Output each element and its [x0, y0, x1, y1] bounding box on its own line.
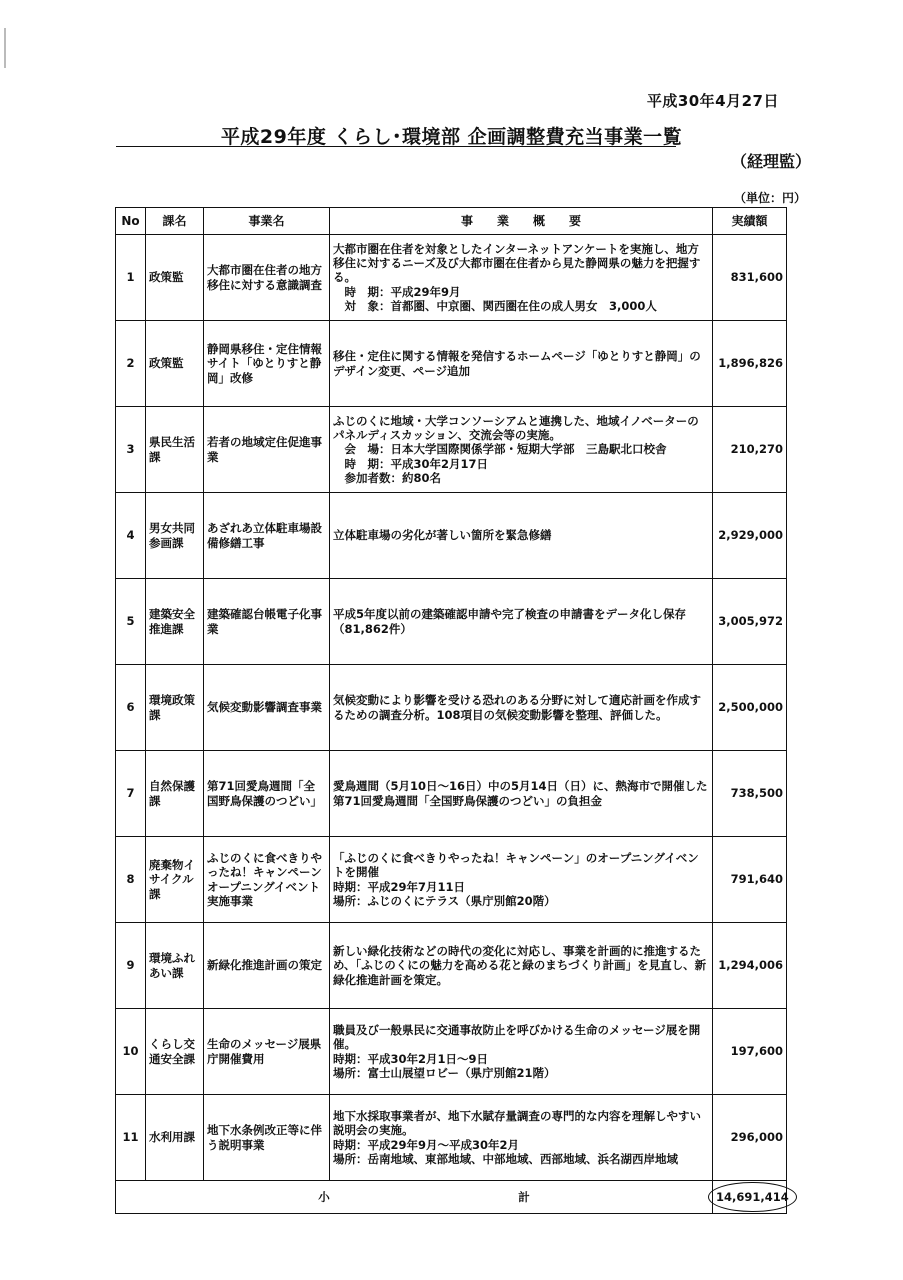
row-section: 県民生活課: [146, 407, 204, 493]
row-no: 2: [116, 321, 146, 407]
row-summary: 立体駐車場の劣化が著しい箇所を緊急修繕: [330, 493, 713, 579]
row-project: 第71回愛鳥週間「全国野鳥保護のつどい」: [204, 751, 330, 837]
row-no: 8: [116, 837, 146, 923]
document-title: 平成29年度 くらし･環境部 企画調整費充当事業一覧: [220, 126, 683, 148]
row-no: 3: [116, 407, 146, 493]
table-row: [116, 751, 787, 837]
subtotal-row: [116, 1181, 787, 1214]
row-project: あざれあ立体駐車場設備修繕工事: [204, 493, 330, 579]
table-row: [116, 321, 787, 407]
row-summary: 気候変動により影響を受ける恐れのある分野に対して適応計画を作成するための調査分析。108項目の気候変動影響を整理、評価した。: [330, 665, 713, 751]
row-no: 4: [116, 493, 146, 579]
row-summary: 地下水採取事業者が、地下水賦存量調査の専門的な内容を理解しやすい説明会の実施。 時期：平成29年9月～平成30年2月 場所：岳南地域、東部地域、中部地域、西部地域、浜名湖西岸地域: [330, 1095, 713, 1181]
header-amount: 実績額: [713, 208, 787, 235]
header-project: 事業名: [204, 208, 330, 235]
project-table: [115, 207, 787, 1214]
row-summary: 職員及び一般県民に交通事故防止を呼びかける生命のメッセージ展を開催。 時期：平成30年2月1日～9日 場所：富士山展望ロビー（県庁別館21階）: [330, 1009, 713, 1095]
header-summary: 事 業 概 要: [330, 208, 713, 235]
row-amount: 296,000: [713, 1095, 787, 1181]
row-amount: 831,600: [713, 235, 787, 321]
row-section: 環境ふれあい課: [146, 923, 204, 1009]
scan-edge-mark: [4, 28, 6, 68]
subtotal-label-small: 小: [318, 1189, 330, 1204]
row-project: 若者の地域定住促進事業: [204, 407, 330, 493]
row-amount: 738,500: [713, 751, 787, 837]
row-amount: 791,640: [713, 837, 787, 923]
row-section: 男女共同参画課: [146, 493, 204, 579]
row-section: 環境政策課: [146, 665, 204, 751]
subtotal-amount: 14,691,414: [716, 1189, 789, 1204]
row-no: 10: [116, 1009, 146, 1095]
row-no: 7: [116, 751, 146, 837]
row-summary: 新しい緑化技術などの時代の変化に対応し、事業を計画的に推進するため、「ふじのくにの魅力を高める花と緑のまちづくり計画」を見直し、新緑化推進計画を策定。: [330, 923, 713, 1009]
header-section: 課名: [146, 208, 204, 235]
row-no: 6: [116, 665, 146, 751]
table-row: [116, 923, 787, 1009]
row-summary: 移住・定住に関する情報を発信するホームページ「ゆとりすと静岡」のデザイン変更、ページ追加: [330, 321, 713, 407]
row-summary: 大都市圏在住者を対象としたインターネットアンケートを実施し、地方移住に対するニーズ及び大都市圏在住者から見た静岡県の魅力を把握する。 時 期：平成29年9月 対 象：首都圏、中京圏、関西圏在住の成人男女 3,000人: [330, 235, 713, 321]
row-no: 11: [116, 1095, 146, 1181]
row-no: 9: [116, 923, 146, 1009]
row-section: 自然保護課: [146, 751, 204, 837]
unit-label: （単位：円）: [733, 191, 806, 205]
header-no: No: [116, 208, 146, 235]
row-project: 地下水条例改正等に伴う説明事業: [204, 1095, 330, 1181]
row-summary: 愛鳥週間（5月10日～16日）中の5月14日（日）に、熱海市で開催した第71回愛鳥週間「全国野鳥保護のつどい」の負担金: [330, 751, 713, 837]
row-summary: 平成5年度以前の建築確認申請や完了検査の申請書をデータ化し保存（81,862件）: [330, 579, 713, 665]
row-project: 大都市圏在住者の地方移住に対する意識調査: [204, 235, 330, 321]
row-no: 5: [116, 579, 146, 665]
table-row: [116, 235, 787, 321]
table-row: [116, 579, 787, 665]
row-project: 建築確認台帳電子化事業: [204, 579, 330, 665]
row-amount: 1,896,826: [713, 321, 787, 407]
row-project: 気候変動影響調査事業: [204, 665, 330, 751]
row-amount: 3,005,972: [713, 579, 787, 665]
row-amount: 2,500,000: [713, 665, 787, 751]
row-section: 建築安全推進課: [146, 579, 204, 665]
table-row: [116, 493, 787, 579]
table-row: [116, 1095, 787, 1181]
row-project: ふじのくに食べきりやったね！キャンペーンオープニングイベント実施事業: [204, 837, 330, 923]
title-underline: [116, 146, 676, 147]
row-amount: 1,294,006: [713, 923, 787, 1009]
table-row: [116, 407, 787, 493]
row-project: 生命のメッセージ展県庁開催費用: [204, 1009, 330, 1095]
subtotal-label: [116, 1181, 713, 1214]
row-summary: ふじのくに地域・大学コンソーシアムと連携した、地域イノベーターのパネルディスカッション、交流会等の実施。 会 場：日本大学国際関係学部・短期大学部 三島駅北口校舎 時 期：平成30年2月17日 参加者数：約80名: [330, 407, 713, 493]
row-no: 1: [116, 235, 146, 321]
table-row: [116, 665, 787, 751]
table-row: [116, 837, 787, 923]
department-label: （経理監）: [730, 152, 811, 171]
row-amount: 210,270: [713, 407, 787, 493]
row-project: 新緑化推進計画の策定: [204, 923, 330, 1009]
row-section: くらし交通安全課: [146, 1009, 204, 1095]
row-amount: 2,929,000: [713, 493, 787, 579]
document-date: 平成30年4月27日: [646, 92, 779, 110]
subtotal-label-total: 計: [518, 1189, 530, 1204]
row-section: 廃棄物イサイクル課: [146, 837, 204, 923]
row-section: 政策監: [146, 235, 204, 321]
row-summary: 「ふじのくに食べきりやったね！キャンペーン」のオープニングイベントを開催 時期：平成29年7月11日 場所：ふじのくにテラス（県庁別館20階）: [330, 837, 713, 923]
row-section: 水利用課: [146, 1095, 204, 1181]
row-section: 政策監: [146, 321, 204, 407]
row-amount: 197,600: [713, 1009, 787, 1095]
subtotal-amount-cell: [713, 1181, 787, 1214]
row-project: 静岡県移住・定住情報サイト「ゆとりすと静岡」改修: [204, 321, 330, 407]
table-row: [116, 1009, 787, 1095]
table-header-row: [116, 208, 787, 235]
